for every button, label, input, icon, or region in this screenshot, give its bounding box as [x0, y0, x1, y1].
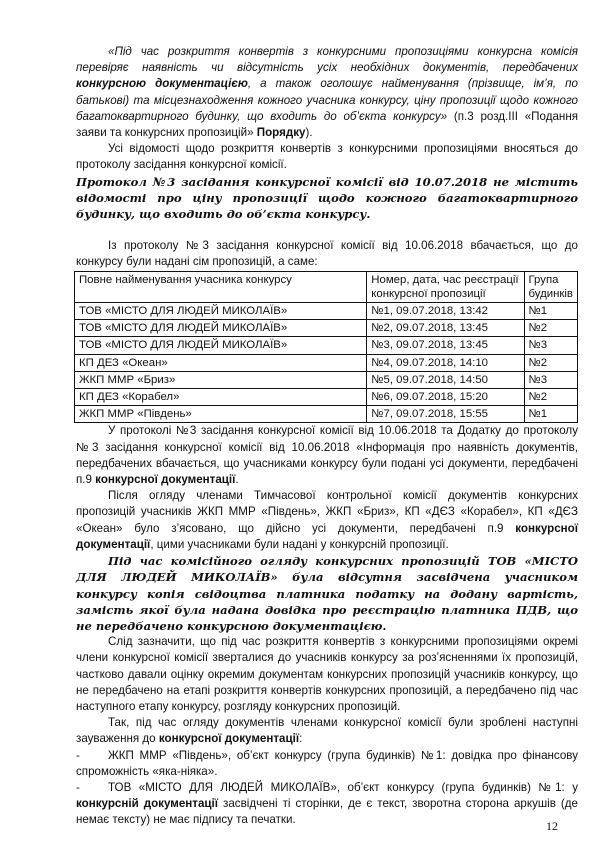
cell-participant: КП ДЕЗ «Океан»	[75, 354, 367, 371]
cell-participant: ТОВ «МІСТО ДЛЯ ЛЮДЕЙ МИКОЛАЇВ»	[75, 320, 367, 337]
remark-item	[76, 748, 578, 780]
quote-paragraph	[76, 44, 578, 141]
cell-participant: ТОВ «МІСТО ДЛЯ ЛЮДЕЙ МИКОЛАЇВ»	[75, 337, 367, 354]
page-number: 12	[546, 819, 558, 833]
cell-registration: №2, 09.07.2018, 13:45	[367, 320, 524, 337]
cell-registration: №1, 09.07.2018, 13:42	[367, 303, 524, 320]
cell-registration: №5, 09.07.2018, 14:50	[367, 371, 524, 388]
table-row	[75, 320, 578, 337]
addendum-paragraph	[76, 423, 578, 488]
table-row	[75, 371, 578, 388]
review-end: , цими учасниками були надані у конкурсній пропозиції.	[150, 537, 449, 551]
remark-text: ЖКП ММР «Південь», об’єкт конкурсу (група будинків) №1: довідка про фінансову спроможність «яка-ніяка».	[76, 748, 578, 778]
cell-registration: №6, 09.07.2018, 15:20	[367, 389, 524, 406]
quote-reference: (п.3 розд.ІІІ «Подання заяви та конкурсних пропозицій»	[76, 109, 578, 140]
highlight-protocol-finding: Протокол №3 засідання конкурсної комісії від 10.07.2018 не містить відомості про ціну пропозиції щодо кожного багатоквартирного будинку, що входить до об’єкта конкурсу.	[76, 174, 578, 222]
cell-participant: ЖКП ММР «Південь»	[75, 406, 367, 423]
header-building-group: Група будинків	[524, 271, 577, 302]
review-bold-term: конкурсної документації	[76, 521, 578, 551]
review-text: Після огляду членами Тимчасової контрольної комісії документів конкурсних пропозицій учасників ЖКП ММР «Південь», ЖКП «Бриз», КП «ДЄЗ «Корабел», КП «ДЄЗ «Океан» було з’ясовано, що дійсно усі документи, передбачені п.9	[76, 489, 578, 535]
quote-text-2: , а також оголошує найменування (прізвище, ім’я, по батькові) та місцезнаходження кожного учасника конкурсу, ціну пропозиції щодо кожного багатоквартирного будинку, що входить до об’єкта конкурсу»	[76, 77, 578, 123]
highlight-vat-finding: Під час комісійного огляду конкурсних пропозицій ТОВ «МІСТО ДЛЯ ЛЮДЕЙ МИКОЛАЇВ» була відсутня засвідчена учасником конкурсу копія свідоцтва платника податку на додану вартість, замість якої була надана довідка про реєстрацію платника ПДВ, що не передбачено конкурсною документацією.	[76, 554, 578, 633]
addendum-bold-term: конкурсної документації	[95, 473, 236, 487]
dash-bullet: -	[76, 780, 80, 794]
table-row	[75, 389, 578, 406]
participants-table	[74, 271, 578, 424]
quote-reference-bold: Порядку	[256, 126, 306, 140]
cell-registration: №3, 09.07.2018, 13:45	[367, 337, 524, 354]
quote-bold-term: конкурсною документацією	[76, 77, 248, 91]
remarks-intro-paragraph	[76, 715, 578, 747]
remark-bold-term: конкурсній документації	[76, 797, 219, 811]
cell-group: №1	[524, 406, 577, 423]
cell-participant: ТОВ «МІСТО ДЛЯ ЛЮДЕЙ МИКОЛАЇВ»	[75, 303, 367, 320]
cell-group: №1	[524, 303, 577, 320]
table-row	[75, 303, 578, 320]
remark-item	[76, 780, 578, 829]
table-row	[75, 337, 578, 354]
remark-text: ТОВ «МІСТО ДЛЯ ЛЮДЕЙ МИКОЛАЇВ», об’єкт конкурсу (група будинків) №1: у	[108, 780, 578, 794]
cell-participant: КП ДЕЗ «Корабел»	[75, 389, 367, 406]
page-content	[76, 44, 578, 829]
remarks-intro-end: :	[299, 732, 303, 746]
protocol-info-paragraph: Усі відомості щодо розкриття конвертів з конкурсними пропозиціями вносяться до протоколу засідання конкурсної комісії.	[76, 142, 578, 172]
table-row	[75, 406, 578, 423]
cell-group: №3	[524, 371, 577, 388]
cell-group: №3	[524, 337, 577, 354]
addendum-text: У протоколі №3 засідання конкурсної комісії від 10.06.2018 та Додатку до протоколу №3 засідання конкурсної комісії від 10.06.2018 «Інформація про наявність документів, передбачених вбачається, що учасниками конкурсу були подані усі документи, передбачені п.9	[76, 424, 578, 487]
review-paragraph	[76, 488, 578, 553]
remarks-intro-bold: конкурсної документації	[158, 732, 300, 746]
table-row	[75, 354, 578, 371]
cell-registration: №4, 09.07.2018, 14:10	[367, 354, 524, 371]
addendum-end: .	[235, 473, 239, 487]
cell-group: №2	[524, 320, 577, 337]
cell-participant: ЖКП ММР «Бриз»	[75, 371, 367, 388]
dash-bullet: -	[76, 748, 80, 762]
quote-reference-end: ).	[305, 126, 313, 140]
cell-group: №2	[524, 389, 577, 406]
quote-text-1: «Під час розкриття конвертів з конкурсними пропозиціями конкурсна комісія перевіряє наявність чи відсутність усіх необхідних документів, передбачених	[76, 45, 578, 75]
spacer	[76, 222, 578, 238]
cell-group: №2	[524, 354, 577, 371]
remark-end: засвідчені ті сторінки, де є текст, зворотна сторона аркушів (де немає тексту) не має підпису та печатки.	[76, 797, 579, 827]
header-participant-name: Повне найменування учасника конкурсу	[75, 271, 367, 302]
header-registration: Номер, дата, час реєстрації конкурсної пропозиції	[367, 271, 524, 302]
cell-registration: №7, 09.07.2018, 15:55	[367, 406, 524, 423]
table-header-row	[75, 271, 578, 302]
note-paragraph: Слід зазначити, що під час розкриття конвертів з конкурсними пропозиціями окремі члени конкурсної комісії зверталися до учасників конкурсу за роз’ясненнями їх пропозицій, частково давали оцінку окремим документам конкурсних пропозицій учасників конкурсу, що не передбачено на етапі розкриття конвертів конкурсних пропозицій, а передбачено під час наступного етапу конкурсу, розгляду конкурсних пропозицій.	[76, 635, 578, 713]
remarks-intro-text: Так, під час огляду документів членами конкурсної комісії були зроблені наступні зауваження до	[76, 716, 578, 746]
table-intro-paragraph: Із протоколу №3 засідання конкурсної комісії від 10.06.2018 вбачається, що до конкурсу були надані сім пропозицій, а саме:	[76, 239, 578, 269]
